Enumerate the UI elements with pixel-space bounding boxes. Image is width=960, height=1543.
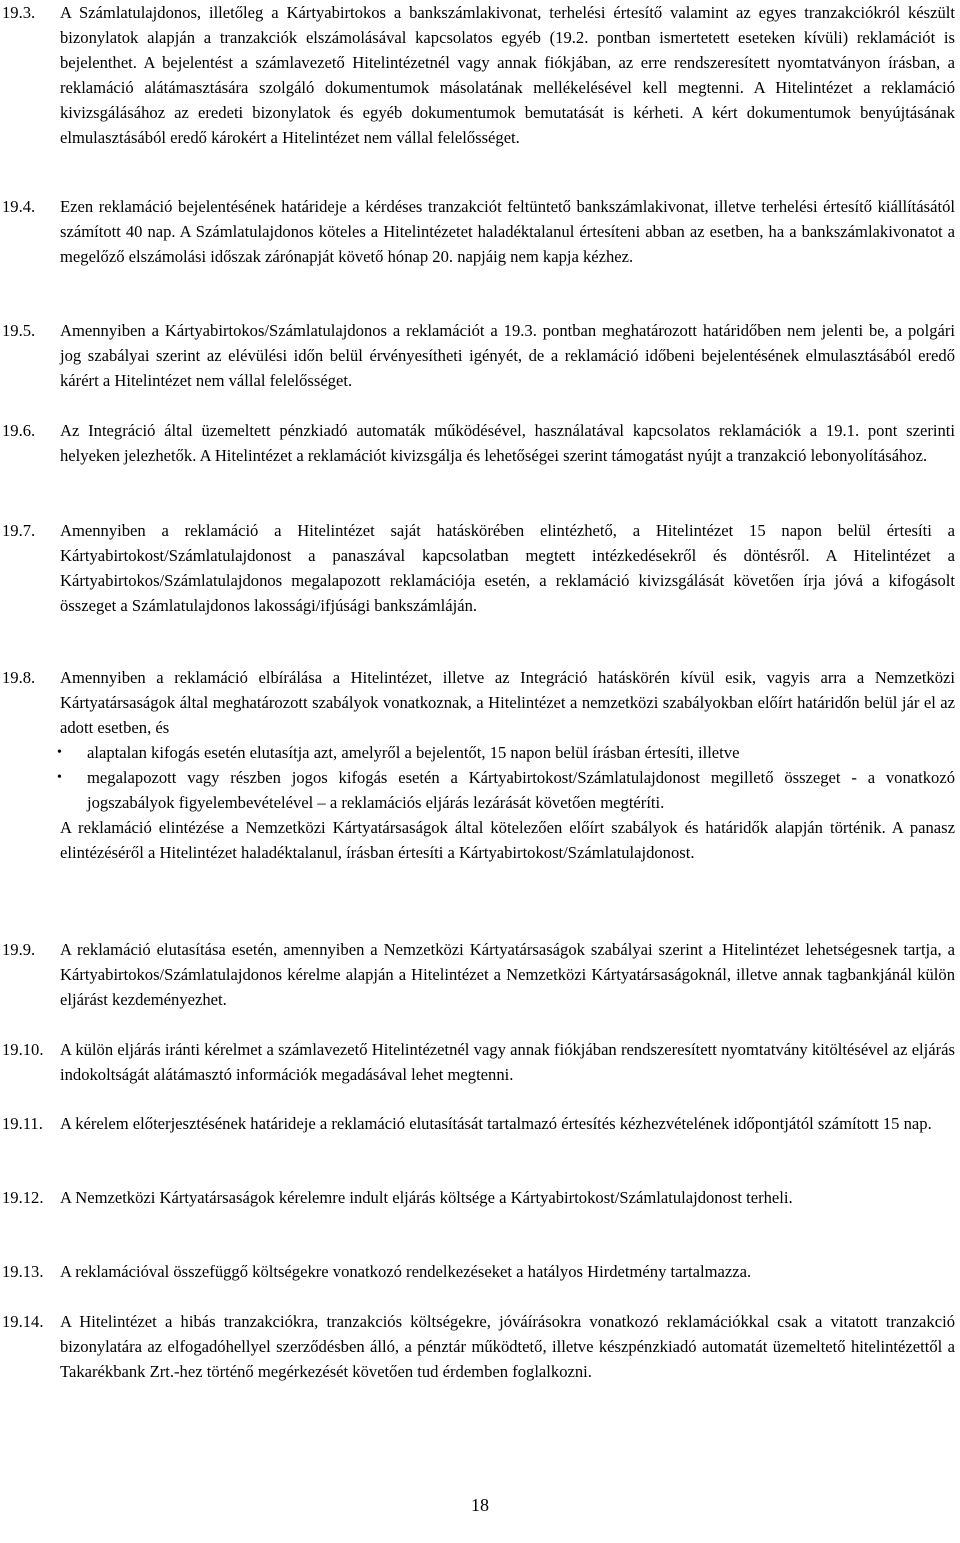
section-body — [57, 665, 955, 865]
section-19-12 — [0, 1185, 955, 1210]
section-19-11 — [0, 1111, 955, 1136]
section-19-4 — [0, 194, 955, 269]
section-text: A kérelem előterjesztésének határideje a reklamáció elutasítását tartalmazó értesítés kézhezvételének időpontjától számított 15 nap. — [60, 1114, 932, 1133]
bullet-icon: • — [57, 745, 62, 760]
section-outro: A reklamáció elintézése a Nemzetközi Kártyatársaságok által kötelezően előírt szabályok és határidők alapján történik. A panasz elintézéséről a Hitelintézet haladéktalanul, írásban értesíti a Kártyabirtokost/Számlatulajdonost. — [60, 818, 955, 862]
list-item — [57, 740, 955, 765]
section-number: 19.7. — [2, 521, 36, 540]
section-19-3 — [0, 0, 955, 150]
section-19-5 — [0, 318, 955, 393]
section-number: 19.14. — [2, 1312, 44, 1331]
section-19-7 — [0, 518, 955, 618]
section-19-13 — [0, 1259, 955, 1284]
section-number: 19.11. — [2, 1114, 43, 1133]
section-text: A külön eljárás iránti kérelmet a számlavezető Hitelintézetnél vagy annak fiókjában rendszeresített nyomtatvány kitöltésével az eljárás indokoltságát alátámasztó információk megadásával lehet megtenni. — [60, 1040, 955, 1084]
section-number: 19.6. — [2, 421, 36, 440]
section-text: Az Integráció által üzemeltett pénzkiadó automaták működésével, használatával kapcsolatos reklamációk a 19.1. pont szerinti helyeken jelezhetők. A Hitelintézet a reklamációt kivizsgálja és lehetőségei szerint támogatást nyújt a tranzakció lebonyolításához. — [60, 421, 955, 465]
section-text: A reklamáció elutasítása esetén, amennyiben a Nemzetközi Kártyatársaságok szabályai szerint a Hitelintézet lehetségesnek tartja, a Kártyabirtokos/Számlatulajdonos kérelme alapján a Hitelintézet a Nemzetközi Kártyatársaságoknál, illetve annak tagbankjánál külön eljárást kezdeményezhet. — [60, 940, 955, 1009]
section-text: A Nemzetközi Kártyatársaságok kérelemre indult eljárás költsége a Kártyabirtokost/Számlatulajdonost terheli. — [60, 1188, 793, 1207]
section-number: 19.12. — [2, 1188, 44, 1207]
list-item-text: alaptalan kifogás esetén elutasítja azt, amelyről a bejelentőt, 15 napon belül írásban értesíti, illetve — [87, 743, 740, 762]
section-number: 19.13. — [2, 1262, 44, 1281]
section-text: A reklamációval összefüggő költségekre vonatkozó rendelkezéseket a hatályos Hirdetmény tartalmazza. — [60, 1262, 752, 1281]
section-19-9 — [0, 937, 955, 1012]
section-text: A Hitelintézet a hibás tranzakciókra, tranzakciós költségekre, jóváírásokra vonatkozó reklamációkkal csak a vitatott tranzakció bizonylatára az elfogadóhellyel szerződésben álló, a pénztár működtető, illetve készpénzkiadó automatát üzemeltető hitelintézettől a Takarékbank Zrt.-hez történő megérkezését követően tud érdemben foglalkozni. — [60, 1312, 955, 1381]
section-text: Amennyiben a Kártyabirtokos/Számlatulajdonos a reklamációt a 19.3. pontban meghatározott határidőben nem jelenti be, a polgári jog szabályai szerint az elévülési időn belül érvényesítheti igényét, de a reklamáció időbeni bejelentésének elmulasztásából eredő kárért a Hitelintézet nem vállal felelősséget. — [60, 321, 955, 390]
section-number: 19.5. — [2, 321, 36, 340]
section-number: 19.10. — [2, 1040, 44, 1059]
section-19-8 — [0, 665, 955, 865]
section-intro: Amennyiben a reklamáció elbírálása a Hitelintézet, illetve az Integráció hatáskörén kívül esik, vagyis arra a Nemzetközi Kártyatársaságok által meghatározott szabályok vonatkoznak, a Hitelintézet a nemzetközi szabályokban előírt határidőn belül jár el az adott esetben, és — [60, 668, 955, 737]
list-item — [57, 765, 955, 815]
section-19-6 — [0, 418, 955, 468]
section-number: 19.9. — [2, 940, 36, 959]
page-number: 18 — [471, 1495, 489, 1515]
section-text: Amennyiben a reklamáció a Hitelintézet saját hatáskörében elintézhető, a Hitelintézet 15 napon belül értesíti a Kártyabirtokost/Számlatulajdonost a panaszával kapcsolatban megtett intézkedésekről és döntésről. A Hitelintézet a Kártyabirtokos/Számlatulajdonos megalapozott reklamációja esetén, a reklamáció kivizsgálását követően írja jóvá a kifogásolt összeget a Számlatulajdonos lakossági/ifjúsági bankszámláján. — [60, 521, 955, 615]
bullet-list — [57, 740, 955, 815]
list-item-text: megalapozott vagy részben jogos kifogás esetén a Kártyabirtokost/Számlatulajdonost megillető összeget - a vonatkozó jogszabályok figyelembevételével – a reklamációs eljárás lezárását követően megtéríti. — [87, 768, 955, 812]
section-number: 19.8. — [2, 668, 36, 687]
section-number: 19.4. — [2, 197, 36, 216]
section-19-14 — [0, 1309, 955, 1384]
section-text: Ezen reklamáció bejelentésének határideje a kérdéses tranzakciót feltüntető bankszámlakivonat, illetve terhelési értesítő kiállításától számított 40 nap. A Számlatulajdonos köteles a Hitelintézetet haladéktalanul értesíteni abban az esetben, ha a bankszámlakivonatot a megelőző elszámolási időszak zárónapját követő hónap 20. napjáig nem kapja kézhez. — [60, 197, 955, 266]
section-number: 19.3. — [2, 3, 36, 22]
section-19-10 — [0, 1037, 955, 1087]
bullet-icon: • — [57, 770, 62, 785]
section-text: A Számlatulajdonos, illetőleg a Kártyabirtokos a bankszámlakivonat, terhelési értesítő valamint az egyes tranzakciókról készült bizonylatok alapján a tranzakciók elszámolásával kapcsolatos egyéb (19.2. pontban ismertetett eseteken kívüli) reklamációt is bejelenthet. A bejelentést a számlavezető Hitelintézetnél vagy annak fiókjában, az erre rendszeresített nyomtatványon írásban, a reklamáció alátámasztására szolgáló dokumentumok másolatának mellékelésével kell megtenni. A Hitelintézet a reklamáció kivizsgálásához az eredeti bizonylatok és egyéb dokumentumok bemutatását is kérheti. A kért dokumentumok benyújtásának elmulasztásából eredő károkért a Hitelintézet nem vállal felelősséget. — [60, 3, 955, 147]
